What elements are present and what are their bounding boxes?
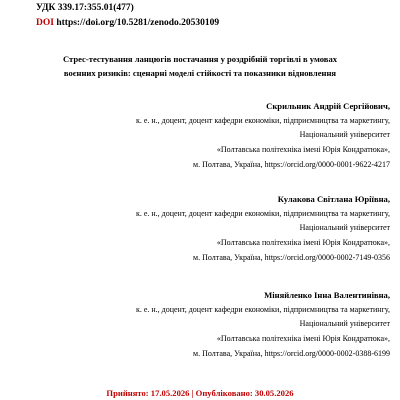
author-affiliation-line: Національний університет	[299, 130, 390, 140]
author-name: Скрильник Андрій Сергійович,	[266, 101, 390, 111]
doi-label: DOI	[36, 18, 54, 28]
author-orcid-line[interactable]: м. Полтава, Україна, https://orcid.org/0000-0001-9622-4217	[193, 159, 390, 169]
author-affiliation-line: «Полтавська політехніка імені Юрія Кондратюка»,	[216, 238, 390, 248]
author-block	[136, 99, 390, 173]
author-affiliation-line: к. е. н., доцент, доцент кафедри економіки, підприємництва та маркетингу,	[135, 115, 390, 125]
article-title	[22, 52, 378, 80]
author-name: Міняйленко Інна Валентинівна,	[264, 290, 390, 300]
author-block	[136, 288, 390, 362]
publication-dates: Прийнято: 17.05.2026 | Опубліковано: 30.05.2026	[106, 388, 294, 398]
udc-code: УДК 339.17:355.01(477)	[36, 3, 134, 13]
author-affiliation-line: Національний університет	[299, 223, 390, 233]
doi-link[interactable]: https://doi.org/10.5281/zenodo.20530109	[56, 18, 220, 28]
author-affiliation-line: к. е. н., доцент, доцент кафедри економіки, підприємництва та маркетингу,	[135, 304, 390, 314]
author-affiliation-line: к. е. н., доцент, доцент кафедри економіки, підприємництва та маркетингу,	[135, 208, 390, 218]
author-orcid-line[interactable]: м. Полтава, Україна, https://orcid.org/0000-0002-7149-0356	[193, 252, 390, 262]
author-affiliation-line: «Полтавська політехніка імені Юрія Кондратюка»,	[216, 145, 390, 155]
author-block	[136, 192, 390, 266]
title-line: воєнних ризиків: сценарні моделі стійкості та показники відновлення	[63, 68, 337, 78]
author-name: Кулакова Світлана Юріївна,	[277, 194, 390, 204]
doi-line	[36, 17, 219, 29]
author-affiliation-line: Національний університет	[299, 319, 390, 329]
author-affiliation-line: «Полтавська політехніка імені Юрія Кондратюка»,	[216, 334, 390, 344]
author-orcid-line[interactable]: м. Полтава, Україна, https://orcid.org/0000-0002-0388-6199	[193, 348, 390, 358]
title-line: Стрес-тестування ланцюгів постачання у роздрібній торгівлі в умовах	[62, 54, 338, 64]
